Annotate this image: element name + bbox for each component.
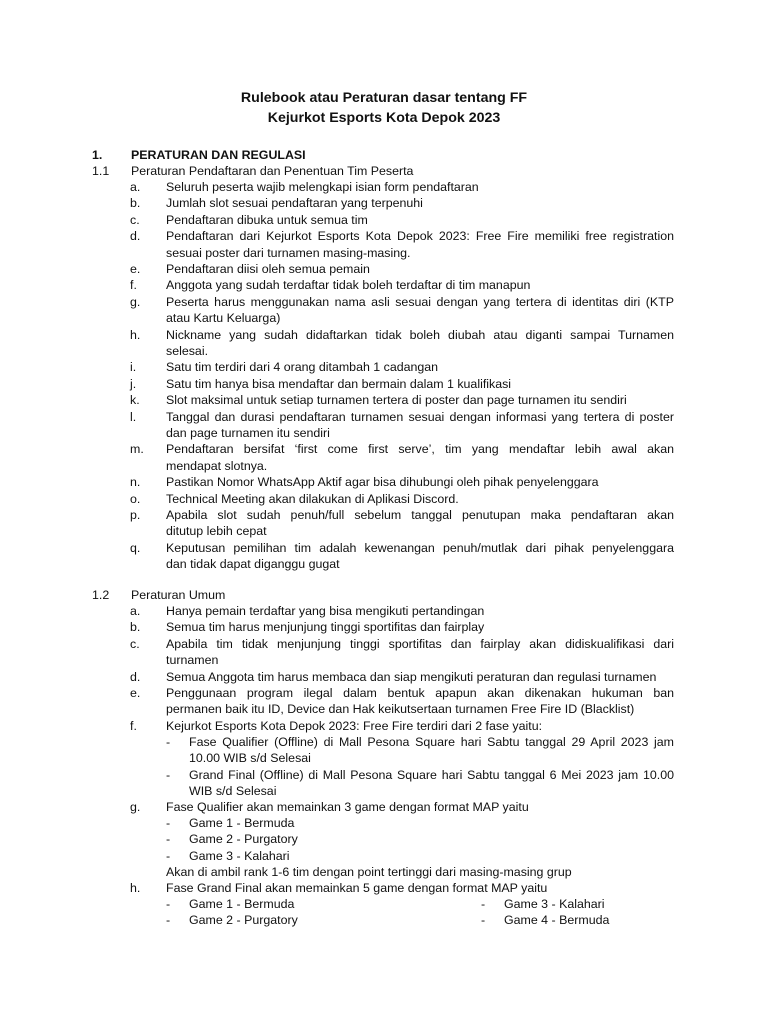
qualifier-note: Akan di ambil rank 1-6 tim dengan point tertinggi dari masing-masing grup bbox=[166, 865, 572, 879]
list-item-label: h. bbox=[130, 881, 141, 895]
dash-bullet: - bbox=[481, 913, 486, 928]
subsection-number: 1.1 bbox=[92, 164, 110, 178]
list-item-text: Seluruh peserta wajib melengkapi isian form pendaftaran bbox=[166, 180, 479, 194]
list-item-label: o. bbox=[130, 491, 141, 506]
list-item-text: Semua Anggota tim harus membaca dan siap mengikuti peraturan dan regulasi turnamen bbox=[166, 669, 657, 684]
dash-bullet: - bbox=[166, 832, 171, 847]
list-item-text: Pendaftaran bersifat ‘first come first serve’, tim yang mendaftar lebih awal akan bbox=[166, 442, 674, 457]
list-item-text: Jumlah slot sesuai pendaftaran yang terpenuhi bbox=[166, 196, 423, 211]
list-item-text: ditutup lebih cepat bbox=[166, 524, 267, 539]
list-item-text: Satu tim hanya bisa mendaftar dan bermain dalam 1 kualifikasi bbox=[166, 376, 512, 391]
list-item-text: Satu tim terdiri dari 4 orang ditambah 1 cadangan bbox=[166, 360, 439, 375]
list-item-text: Hanya pemain terdaftar yang bisa mengikuti pertandingan bbox=[166, 604, 485, 618]
list-item-label: k. bbox=[130, 393, 140, 408]
dash-bullet: - bbox=[166, 897, 171, 911]
list-item-label: e. bbox=[130, 262, 141, 276]
list-item-label: a. bbox=[130, 180, 141, 194]
list-item-text: permanen baik itu ID, Device dan Hak keikutsertaan turnamen Free Fire ID (Blacklist) bbox=[166, 702, 635, 717]
list-item-label: e. bbox=[130, 686, 141, 700]
subsection-title: Peraturan Umum bbox=[131, 588, 226, 602]
list-item-text: Technical Meeting akan dilakukan di Aplikasi Discord. bbox=[166, 491, 459, 506]
dash-bullet: - bbox=[166, 735, 171, 749]
list-item-text: Slot maksimal untuk setiap turnamen tertera di poster dan page turnamen itu sendiri bbox=[166, 393, 627, 408]
list-item-text: Tanggal dan durasi pendaftaran turnamen sesuai dengan informasi yang tertera di poster bbox=[166, 409, 674, 424]
list-item-text: selesai. bbox=[166, 343, 209, 358]
list-item-label: n. bbox=[130, 475, 141, 490]
game-item: Game 2 - Purgatory bbox=[189, 832, 298, 847]
document-subtitle: Kejurkot Esports Kota Depok 2023 bbox=[267, 110, 501, 126]
list-item-label: f. bbox=[130, 718, 137, 733]
list-item-label: q. bbox=[130, 540, 141, 555]
list-item-label: c. bbox=[130, 212, 140, 227]
dash-bullet: - bbox=[166, 848, 171, 863]
dash-bullet: - bbox=[166, 816, 171, 830]
list-item-label: b. bbox=[130, 620, 141, 635]
list-item-text: dan tidak dapat diganggu gugat bbox=[166, 557, 340, 572]
list-item-text: Nickname yang sudah didaftarkan tidak boleh diubah atau diganti sampai Turnamen bbox=[166, 327, 674, 342]
list-item-text: Keputusan pemilihan tim adalah kewenangan penuh/mutlak dari pihak penyelenggara bbox=[166, 540, 674, 555]
list-item-text: Kejurkot Esports Kota Depok 2023: Free Fire terdiri dari 2 fase yaitu: bbox=[166, 718, 543, 733]
game-item: Game 3 - Kalahari bbox=[189, 848, 290, 863]
list-item-text: Penggunaan program ilegal dalam bentuk apapun akan dikenakan hukuman ban bbox=[166, 686, 674, 700]
list-item-label: b. bbox=[130, 196, 141, 211]
list-item-label: i. bbox=[130, 360, 137, 375]
game-item: Game 1 - Bermuda bbox=[189, 897, 295, 911]
dash-bullet: - bbox=[166, 913, 171, 928]
list-item-text: turnamen bbox=[166, 653, 219, 668]
list-item-label: f. bbox=[130, 278, 137, 293]
list-item-text: Semua tim harus menjunjung tinggi sportifitas dan fairplay bbox=[166, 620, 485, 635]
document-title: Rulebook atau Peraturan dasar tentang FF bbox=[240, 90, 528, 106]
section-title: PERATURAN DAN REGULASI bbox=[131, 148, 306, 162]
list-item-text: Pastikan Nomor WhatsApp Aktif agar bisa dihubungi oleh pihak penyelenggara bbox=[166, 475, 599, 490]
list-item-text: Apabila tim tidak menjunjung tinggi sportifitas dan fairplay akan didiskualifikasi dari bbox=[166, 636, 674, 651]
subsection-title: Peraturan Pendaftaran dan Penentuan Tim Peserta bbox=[131, 164, 414, 178]
dash-bullet: - bbox=[166, 767, 171, 782]
list-item-text: dan page turnamen itu sendiri bbox=[166, 425, 330, 440]
phase-text: Fase Qualifier (Offline) di Mall Pesona Square hari Sabtu tanggal 29 April 2023 jam bbox=[189, 735, 674, 749]
list-item-text: atau Kartu Keluarga) bbox=[166, 311, 281, 326]
subsection-number: 1.2 bbox=[92, 588, 110, 602]
list-item-label: d. bbox=[130, 229, 141, 244]
list-item-label: g. bbox=[130, 800, 141, 814]
dash-bullet: - bbox=[481, 897, 486, 911]
list-item-text: Apabila slot sudah penuh/full sebelum tanggal penutupan maka pendaftaran akan bbox=[166, 508, 674, 522]
list-item-label: j. bbox=[130, 376, 137, 391]
game-item: Game 4 - Bermuda bbox=[504, 913, 610, 928]
list-item-text: sesuai poster dari turnamen masing-masing. bbox=[166, 245, 411, 260]
game-item: Game 3 - Kalahari bbox=[504, 897, 605, 911]
list-item-label: a. bbox=[130, 604, 141, 618]
game-item: Game 1 - Bermuda bbox=[189, 816, 295, 830]
list-item-text: Peserta harus menggunakan nama asli sesuai dengan yang tertera di identitas diri (KTP bbox=[166, 294, 674, 309]
phase-text: Grand Final (Offline) di Mall Pesona Square hari Sabtu tanggal 6 Mei 2023 jam 10.00 bbox=[189, 767, 674, 782]
list-item-label: d. bbox=[130, 669, 141, 684]
list-item-label: p. bbox=[130, 508, 141, 522]
list-item-text: Fase Qualifier akan memainkan 3 game dengan format MAP yaitu bbox=[166, 800, 529, 814]
list-item-text: Pendaftaran dibuka untuk semua tim bbox=[166, 212, 368, 227]
list-item-label: g. bbox=[130, 294, 141, 309]
list-item-label: h. bbox=[130, 327, 141, 342]
list-item-label: c. bbox=[130, 636, 140, 651]
phase-text: 10.00 WIB s/d Selesai bbox=[189, 751, 311, 766]
list-item-text: Pendaftaran dari Kejurkot Esports Kota Depok 2023: Free Fire memiliki free registration bbox=[166, 229, 674, 244]
list-item-label: m. bbox=[130, 442, 144, 457]
list-item-text: mendapat slotnya. bbox=[166, 458, 268, 473]
list-item-text: Fase Grand Final akan memainkan 5 game dengan format MAP yaitu bbox=[166, 881, 548, 895]
section-number: 1. bbox=[92, 148, 103, 162]
list-item-text: Anggota yang sudah terdaftar tidak boleh terdaftar di tim manapun bbox=[166, 278, 531, 293]
list-item-text: Pendaftaran diisi oleh semua pemain bbox=[166, 262, 370, 276]
game-item: Game 2 - Purgatory bbox=[189, 913, 298, 928]
phase-text: WIB s/d Selesai bbox=[189, 784, 277, 799]
list-item-label: l. bbox=[130, 409, 137, 424]
